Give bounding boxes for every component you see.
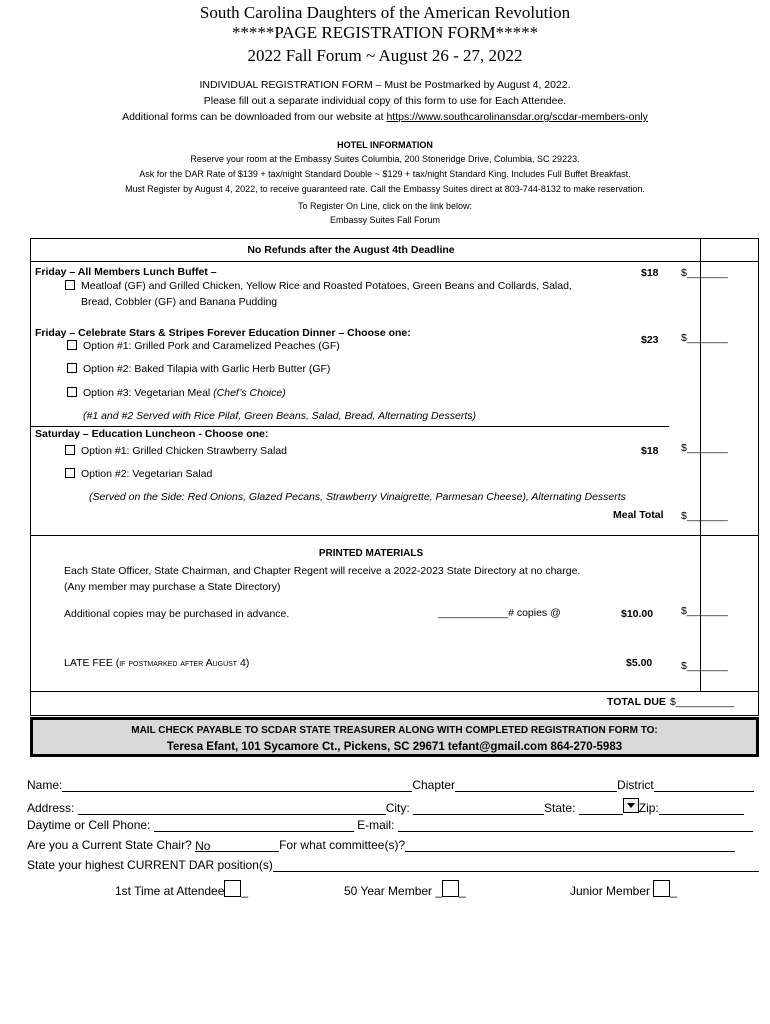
- state-chair-question: Are you a Current State Chair?: [27, 838, 192, 852]
- chapter-label: Chapter: [412, 778, 456, 792]
- mail-instructions: [30, 717, 759, 757]
- name-label: Name:: [27, 778, 63, 792]
- friday-dinner-option-1: Option #1: Grilled Pork and Caramelized Peaches (GF): [67, 340, 340, 352]
- directory-info: Each State Officer, State Chairman, and Chapter Regent will receive a 2022-2023 State Directory at no charge.: [64, 565, 581, 577]
- friday-lunch-desc: Meatloaf (GF) and Grilled Chicken, Yellow Rice and Roasted Potatoes, Green Beans and Collards, Salad,: [65, 280, 572, 292]
- meal-total-label: Meal Total: [613, 509, 664, 521]
- fifty-year-option: 50 Year Member _ _: [344, 880, 466, 898]
- fifty-year-label: 50 Year Member: [344, 884, 433, 898]
- saturday-amount[interactable]: $_______: [681, 442, 728, 454]
- hotel-line-4: To Register On Line, click on the link below:: [297, 201, 473, 211]
- phone-label: Daytime or Cell Phone:: [27, 818, 151, 832]
- address-row: [27, 798, 767, 815]
- name-row: [27, 778, 767, 792]
- state-chair-value: No: [195, 839, 211, 853]
- download-text: Additional forms can be downloaded from our website at: [122, 111, 387, 123]
- state-chair-row: [27, 838, 767, 852]
- table-divider: [31, 426, 669, 427]
- zip-label: Zip:: [638, 801, 659, 815]
- state-input[interactable]: [579, 802, 623, 815]
- copies-amount[interactable]: $_______: [681, 605, 728, 617]
- no-refunds-header: No Refunds after the August 4th Deadline: [247, 244, 455, 256]
- hotel-line-2: Ask for the DAR Rate of $139 + tax/night Standard Double ~ $129 + tax/night Standard King. Includes Full Buffet Breakfast.: [139, 169, 631, 179]
- table-divider: [31, 691, 758, 692]
- address-label: Address:: [27, 801, 75, 815]
- printed-materials-heading: PRINTED MATERIALS: [318, 548, 424, 559]
- junior-member-option: Junior Member _: [570, 880, 677, 898]
- saturday-price: $18: [641, 445, 659, 457]
- email-label: E-mail:: [357, 818, 395, 832]
- friday-lunch-checkbox[interactable]: [65, 280, 75, 290]
- dar-position-input[interactable]: [273, 859, 759, 872]
- saturday-option-2-checkbox[interactable]: [65, 468, 75, 478]
- chapter-input[interactable]: [455, 779, 617, 792]
- junior-checkbox[interactable]: [653, 880, 670, 897]
- late-fee-label: LATE FEE (if postmarked after August 4): [64, 657, 250, 669]
- phone-input[interactable]: [154, 819, 354, 832]
- saturday-option-2: Option #2: Vegetarian Salad: [65, 468, 212, 480]
- friday-lunch-price: $18: [641, 267, 659, 279]
- friday-dinner-price: $23: [641, 334, 659, 346]
- committee-input[interactable]: [405, 839, 735, 852]
- zip-input[interactable]: [659, 802, 744, 815]
- saturday-note: (Served on the Side: Red Onions, Glazed Pecans, Strawberry Vinaigrette, Parmesan Cheese), Alternating Desserts: [89, 491, 626, 503]
- late-fee-price: $5.00: [626, 657, 653, 669]
- fifty-year-checkbox[interactable]: [442, 880, 459, 897]
- instruction-line-1: INDIVIDUAL REGISTRATION FORM – Must be Postmarked by August 4, 2022.: [199, 79, 571, 91]
- table-divider: [31, 261, 758, 262]
- amount-column-divider: [700, 239, 701, 691]
- members-link[interactable]: https://www.southcarolinansdar.org/scdar-members-only: [386, 111, 648, 123]
- table-divider: [31, 535, 758, 536]
- instruction-line-3: [0, 110, 770, 125]
- hotel-register-link[interactable]: Embassy Suites Fall Forum: [329, 215, 441, 225]
- first-time-label: 1st Time at Attendee: [115, 884, 225, 898]
- option-2-checkbox[interactable]: [67, 363, 77, 373]
- dar-position-row: [27, 858, 767, 872]
- option-1-checkbox[interactable]: [67, 340, 77, 350]
- additional-copies-label: Additional copies may be purchased in advance.: [64, 608, 290, 620]
- city-input[interactable]: [413, 802, 544, 815]
- total-due-label: TOTAL DUE: [607, 696, 666, 708]
- hotel-heading: HOTEL INFORMATION: [337, 140, 433, 150]
- state-dropdown-icon[interactable]: [623, 798, 639, 813]
- directory-note: (Any member may purchase a State Directory): [64, 581, 281, 593]
- form-title: *****PAGE REGISTRATION FORM*****: [231, 23, 539, 42]
- junior-label: Junior Member: [570, 884, 651, 898]
- saturday-option-1-checkbox[interactable]: [65, 445, 75, 455]
- district-label: District: [617, 778, 654, 792]
- org-title: South Carolina Daughters of the American Revolution: [199, 3, 571, 22]
- event-title: 2022 Fall Forum ~ August 26 - 27, 2022: [247, 46, 523, 65]
- friday-dinner-amount[interactable]: $_______: [681, 332, 728, 344]
- dar-position-label: State your highest CURRENT DAR position(s): [27, 858, 273, 872]
- hotel-line-3: Must Register by August 4, 2022, to receive guaranteed rate. Call the Embassy Suites direct at 803-744-8132 to make reservation.: [125, 184, 645, 194]
- name-input[interactable]: [62, 779, 412, 792]
- friday-lunch-desc-2: Bread, Cobbler (GF) and Banana Pudding: [81, 296, 278, 308]
- meal-total-amount[interactable]: $_______: [681, 510, 728, 522]
- district-input[interactable]: [654, 779, 754, 792]
- instruction-line-2: Please fill out a separate individual copy of this form to use for Each Attendee.: [203, 95, 567, 107]
- city-label: City:: [385, 801, 410, 815]
- friday-dinner-option-3: Option #3: Vegetarian Meal (Chef’s Choice): [67, 387, 286, 399]
- saturday-option-1: Option #1: Grilled Chicken Strawberry Salad: [65, 445, 287, 457]
- first-time-checkbox[interactable]: [224, 880, 241, 897]
- copies-price: $10.00: [621, 608, 654, 620]
- committee-question: For what committee(s)?: [279, 838, 406, 852]
- first-time-option: 1st Time at Attendee _: [115, 880, 248, 898]
- friday-lunch-title: Friday – All Members Lunch Buffet –: [35, 266, 217, 278]
- state-chair-input[interactable]: [195, 839, 279, 852]
- address-input[interactable]: [78, 802, 386, 815]
- friday-dinner-title: Friday – Celebrate Stars & Stripes Forever Education Dinner – Choose one:: [35, 327, 411, 339]
- hotel-line-1: Reserve your room at the Embassy Suites Columbia, 200 Stoneridge Drive, Columbia, SC 29223.: [190, 154, 580, 164]
- option-3-checkbox[interactable]: [67, 387, 77, 397]
- state-label: State:: [544, 801, 576, 815]
- registration-table: [30, 238, 759, 716]
- mail-line-2: Teresa Efant, 101 Sycamore Ct., Pickens, SC 29671 tefant@gmail.com 864-270-5983: [166, 741, 623, 753]
- friday-dinner-note: (#1 and #2 Served with Rice Pilaf, Green Beans, Salad, Bread, Alternating Desserts): [83, 410, 476, 422]
- mail-line-1: MAIL CHECK PAYABLE TO SCDAR STATE TREASURER ALONG WITH COMPLETED REGISTRATION FORM TO:: [131, 725, 658, 736]
- email-input[interactable]: [398, 819, 753, 832]
- friday-dinner-option-2: Option #2: Baked Tilapia with Garlic Herb Butter (GF): [67, 363, 330, 375]
- phone-row: [27, 818, 767, 832]
- copies-quantity-field[interactable]: ____________# copies @: [438, 607, 561, 619]
- friday-lunch-amount[interactable]: $_______: [681, 267, 728, 279]
- saturday-lunch-title: Saturday – Education Luncheon - Choose one:: [35, 428, 269, 440]
- late-fee-amount[interactable]: $_______: [681, 660, 728, 672]
- total-due-amount[interactable]: $__________: [670, 696, 735, 708]
